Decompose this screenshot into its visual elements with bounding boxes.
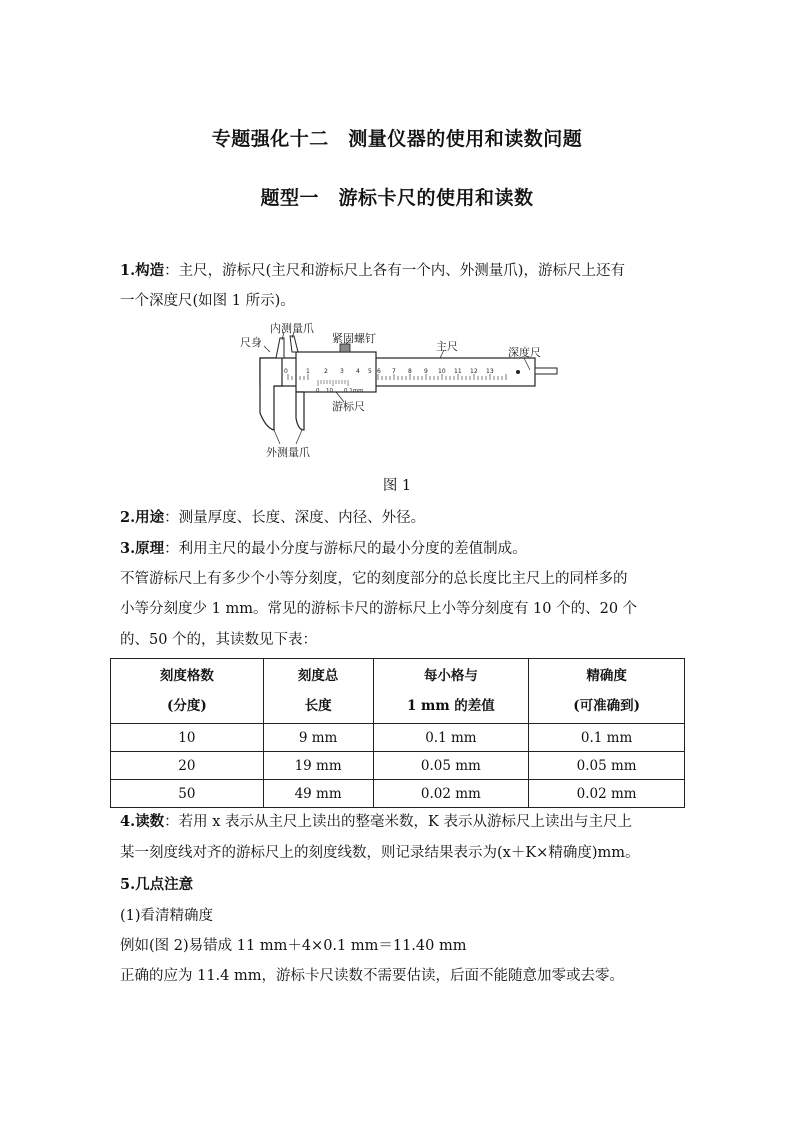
screw-label: 紧固螺钉 xyxy=(332,332,376,345)
movable-outer-jaw xyxy=(296,392,304,430)
table-cell: 0.1 mm xyxy=(373,724,529,752)
table-cell: 10 xyxy=(111,724,264,752)
vernier-unit-label: 0.1mm xyxy=(344,388,364,394)
reading-line-1: 4.读数：若用 x 表示从主尺上读出的整毫米数，K 表示从游标尺上读出与主尺上 xyxy=(120,813,632,830)
vernier-label: 游标尺 xyxy=(332,400,365,413)
principle-para-2: 小等分刻度少 1 mm。常见的游标卡尺的游标尺上小等分刻度有 10 个的、20 个 xyxy=(120,601,638,617)
main-tick-label: 8 xyxy=(408,368,412,375)
vernier-spec-table xyxy=(110,658,685,808)
depth-rod xyxy=(535,368,557,374)
main-tick-label: 7 xyxy=(392,368,396,375)
table-cell: 0.05 mm xyxy=(529,752,685,780)
figure-labels xyxy=(240,321,541,459)
main-tick-label: 3 xyxy=(340,368,344,375)
table-header-row xyxy=(111,659,685,724)
table-header-cell: 精确度 (可准确到) xyxy=(529,659,685,724)
table-cell: 0.02 mm xyxy=(529,780,685,808)
table-cell: 9 mm xyxy=(263,724,373,752)
clamp-screw xyxy=(340,344,350,352)
inner-jaw-label: 内测量爪 xyxy=(270,322,314,335)
movable-inner-jaw xyxy=(290,336,298,352)
table-row xyxy=(111,752,685,780)
fixed-inner-jaw xyxy=(276,338,284,358)
table-header-cell: 每小格与 1 mm 的差值 xyxy=(373,659,529,724)
page-title: 专题强化十二 测量仪器的使用和读数问题 xyxy=(211,128,583,150)
main-tick-label: 5 xyxy=(368,368,372,375)
table-cell: 49 mm xyxy=(263,780,373,808)
construction-label: 1.构造 xyxy=(120,262,165,279)
main-scale-label: 主尺 xyxy=(436,340,458,353)
table-header-cell: 刻度格数 (分度) xyxy=(111,659,264,724)
notes-example: 例如(图 2)易错成 11 mm＋4×0.1 mm＝11.40 mm xyxy=(120,938,467,954)
vernier-mark-label: 10 xyxy=(326,388,333,394)
reading-label: 4.读数 xyxy=(120,813,165,830)
caliper-figure xyxy=(240,318,560,468)
table-cell: 20 xyxy=(111,752,264,780)
main-tick-label: 1 xyxy=(306,368,310,375)
main-tick-label: 0 xyxy=(284,368,288,375)
table-cell: 19 mm xyxy=(263,752,373,780)
fixed-outer-jaw xyxy=(260,358,282,430)
reading-line-2: 某一刻度线对齐的游标尺上的刻度线数，则记录结果表示为(x＋K×精确度)mm。 xyxy=(120,845,640,861)
main-tick-label: 10 xyxy=(438,368,446,375)
main-tick-label: 13 xyxy=(486,368,494,375)
main-tick-label: 6 xyxy=(377,368,381,375)
end-screw xyxy=(516,370,520,374)
principle-para-1: 不管游标尺上有多少个小等分刻度，它的刻度部分的总长度比主尺上的同样多的 xyxy=(120,571,628,587)
construction-line-1: 1.构造：主尺，游标尺(主尺和游标尺上各有一个内、外测量爪)，游标尺上还有 xyxy=(120,262,625,279)
body-label: 尺身 xyxy=(240,336,262,349)
construction-line-2: 一个深度尺(如图 1 所示)。 xyxy=(120,293,295,309)
depth-label: 深度尺 xyxy=(508,346,541,359)
principle-para-3: 的、50 个的，其读数见下表： xyxy=(120,632,318,648)
table-cell: 0.1 mm xyxy=(529,724,685,752)
usage-line: 2.用途：测量厚度、长度、深度、内径、外径。 xyxy=(120,509,426,526)
caliper-diagram xyxy=(240,318,560,468)
table-cell: 0.05 mm xyxy=(373,752,529,780)
notes-correct: 正确的应为 11.4 mm，游标卡尺读数不需要估读，后面不能随意加零或去零。 xyxy=(120,968,624,984)
principle-label: 3.原理 xyxy=(120,540,165,557)
notes-heading: 5.几点注意 xyxy=(120,876,194,893)
table-header-cell: 刻度总 长度 xyxy=(263,659,373,724)
main-tick-label: 12 xyxy=(470,368,478,375)
notes-sub-1: (1)看清精确度 xyxy=(120,908,214,924)
main-tick-label: 9 xyxy=(424,368,428,375)
main-tick-label: 11 xyxy=(454,368,462,375)
table-cell: 0.02 mm xyxy=(373,780,529,808)
table-cell: 50 xyxy=(111,780,264,808)
outer-jaw-label: 外测量爪 xyxy=(266,446,310,459)
table-row xyxy=(111,724,685,752)
main-tick-label: 4 xyxy=(356,368,360,375)
section-title: 题型一 游标卡尺的使用和读数 xyxy=(260,187,534,209)
principle-line: 3.原理：利用主尺的最小分度与游标尺的最小分度的差值制成。 xyxy=(120,540,527,557)
vernier-mark-label: 0 xyxy=(316,388,320,394)
table-row xyxy=(111,780,685,808)
usage-label: 2.用途 xyxy=(120,509,165,526)
main-tick-label: 2 xyxy=(324,368,328,375)
figure-caption: 图 1 xyxy=(382,478,412,494)
